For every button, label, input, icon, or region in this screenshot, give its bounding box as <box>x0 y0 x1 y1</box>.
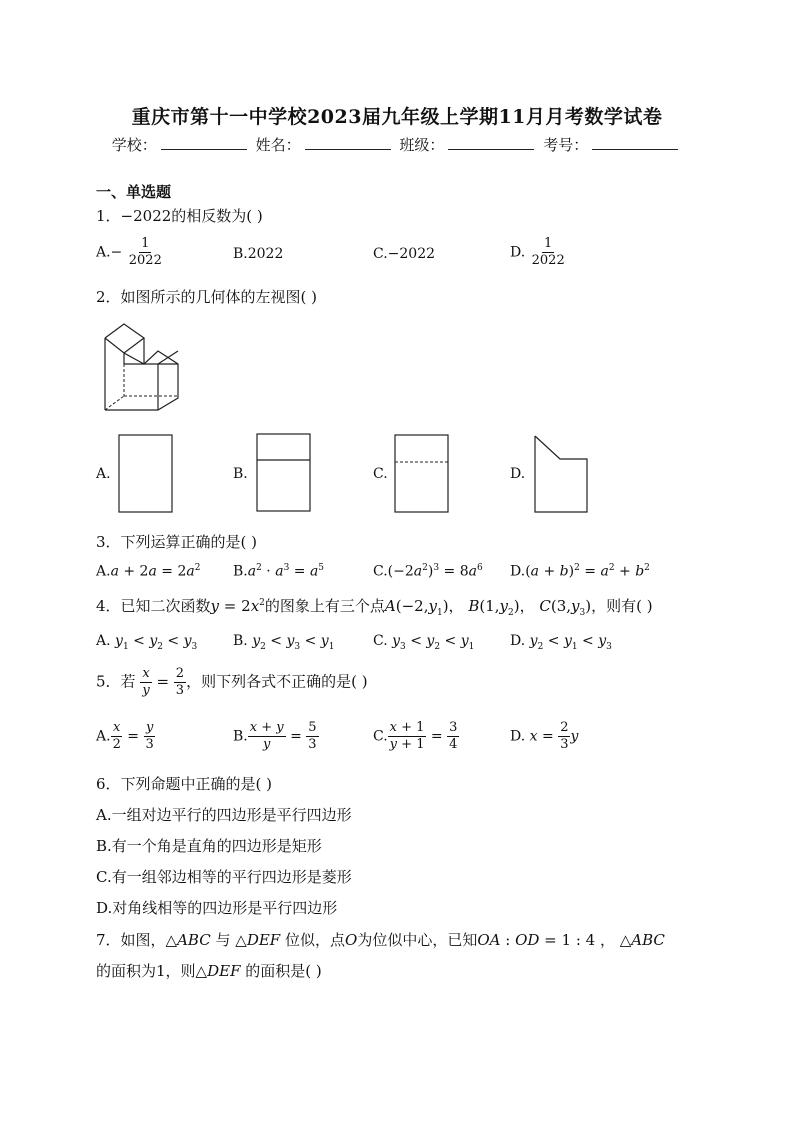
q7-line2-pre: 的面积为1，则 <box>96 962 196 980</box>
q5-a-label: A. <box>96 728 111 745</box>
q2-option-c-label: C. <box>373 466 388 482</box>
class-blank <box>448 135 534 150</box>
q2-solid-figure <box>100 320 184 414</box>
q4-d-label: D. <box>510 633 526 649</box>
q2-option-a-label: A. <box>96 466 111 482</box>
number-label: 考号： <box>543 136 589 154</box>
student-info-line <box>0 134 794 155</box>
number-blank <box>592 135 678 150</box>
q1-d-prefix: D. <box>510 244 526 261</box>
q7-line2-end: 的面积是( ) <box>245 962 322 980</box>
q2-option-b-figure <box>256 433 312 513</box>
q5-stem-pre: 5．若 <box>96 672 136 691</box>
q6-option-d: D.对角线相等的四边形是平行四边形 <box>96 899 338 917</box>
q6-option-c: C.有一组邻边相等的平行四边形是菱形 <box>96 868 352 886</box>
q2-option-d-label: D. <box>510 466 526 482</box>
q4-stem-pre: 4．已知二次函数 <box>96 597 211 615</box>
class-label: 班级： <box>399 136 445 154</box>
q1-a-den: 2022 <box>128 253 162 268</box>
q4-b-label: B. <box>233 633 248 649</box>
q3-a-expr: a <box>110 563 119 580</box>
q3-option-d: $D.(a + b)^2 = a^2 + b^2$ <box>510 563 650 580</box>
q7-line1-mid1: 与 <box>215 931 231 949</box>
q7-line1-mid3: 为位似中心，已知 <box>357 931 478 949</box>
q5-option-b: B. $\frac{x + y}{y}$ = $\frac{5}{3}$ <box>233 720 317 752</box>
exam-title: 重庆市第十一中学校2023届九年级上学期11月月考数学试卷 <box>131 106 663 128</box>
q1-d-num: 1 <box>544 236 553 251</box>
q1-a-prefix: A.− <box>96 244 123 261</box>
q5-option-c: C. $\frac{x + 1}{y + 1}$ = $\frac{3}{4}$ <box>373 720 458 752</box>
q3-option-c: $C.(-2a^2)^3 = 8a^6$ <box>373 563 483 580</box>
q5-option-d: D. x = $\frac{2}{3}$ y <box>510 720 579 752</box>
q5-d-label: D. <box>510 728 526 745</box>
q3-b-label: B. <box>233 563 248 580</box>
q3-a-label: A. <box>96 563 111 580</box>
q1-d-den: 2022 <box>531 253 565 268</box>
q4-stem-mid: 的图象上有三个点 <box>264 597 385 615</box>
q3-stem: 3．下列运算正确的是( ) <box>96 533 258 551</box>
q6-option-a: A.一组对边平行的四边形是平行四边形 <box>96 806 352 824</box>
q3-option-a: $A.a + 2a = 2a^2$ <box>96 563 201 580</box>
q5-stem: 5．若 $\frac{x}{y}$ = $\frac{2}{3}$ ，则下列各式不正确的是( ) <box>96 666 368 698</box>
q4-option-d: D. $y_2 < y_1 < y_3$ <box>510 633 612 652</box>
q7-line-2: 的面积为1，则△DEF 的面积是( ) <box>96 962 322 980</box>
q2-option-a-figure <box>118 434 174 514</box>
name-blank <box>305 135 391 150</box>
q1-option-a <box>96 236 164 269</box>
q4-stem: 4．已知二次函数$y = 2x^2$的图象上有三个点$A(-2,y_1)$， $B(1,y_2)$， $C(3,y_3)$，则有( ) <box>96 597 653 618</box>
q4-c-label: C. <box>373 633 388 649</box>
q5-c-label: C. <box>373 728 388 745</box>
school-blank <box>161 135 247 150</box>
q2-option-b-label: B. <box>233 466 248 482</box>
q1-option-d <box>510 236 567 269</box>
q3-d-label: D. <box>510 563 526 580</box>
q3-c-label: C. <box>373 563 388 580</box>
section-title: 一、单选题 <box>96 183 172 201</box>
q4-option-c: C. $y_3 < y_2 < y_1$ <box>373 633 475 652</box>
q5-stem-end: ，则下列各式不正确的是( ) <box>186 672 368 691</box>
q2-option-c-figure <box>394 434 450 514</box>
q7-line-1: 7．如图，△ABC 与 △DEF 位似，点O为位似中心，已知OA : OD = 1 : 4 ， △ABC <box>96 931 665 949</box>
q1-option-b: B.2022 <box>233 246 284 262</box>
q4-stem-end: ，则有( ) <box>591 597 653 615</box>
q1-d-fraction <box>530 236 567 269</box>
q7-line1-pre: 7．如图， <box>96 931 166 949</box>
q4-option-a: A. $y_1 < y_2 < y_3$ <box>96 633 198 652</box>
q2-option-d-figure <box>533 434 589 514</box>
name-label: 姓名： <box>255 136 301 154</box>
q5-b-label: B. <box>233 728 248 745</box>
q1-stem: 1．−2022的相反数为( ) <box>96 207 263 225</box>
q4-option-b: B. $y_2 < y_3 < y_1$ <box>233 633 335 652</box>
q2-stem: 2．如图所示的几何体的左视图( ) <box>96 288 318 306</box>
q3-option-b: $B.a^2 \cdot a^3 = a^5$ <box>233 563 325 580</box>
q7-line1-mid2: 位似，点 <box>285 931 346 949</box>
q4-a-label: A. <box>96 633 111 649</box>
q1-a-fraction <box>127 236 164 269</box>
q6-option-b: B.有一个角是直角的四边形是矩形 <box>96 837 322 855</box>
q1-option-c: C.−2022 <box>373 246 436 262</box>
q5-option-a: A. $\frac{x}{2}$ = $\frac{y}{3}$ <box>96 720 154 752</box>
q1-a-num: 1 <box>141 236 150 251</box>
q6-stem: 6．下列命题中正确的是( ) <box>96 775 273 793</box>
school-label: 学校： <box>111 136 157 154</box>
